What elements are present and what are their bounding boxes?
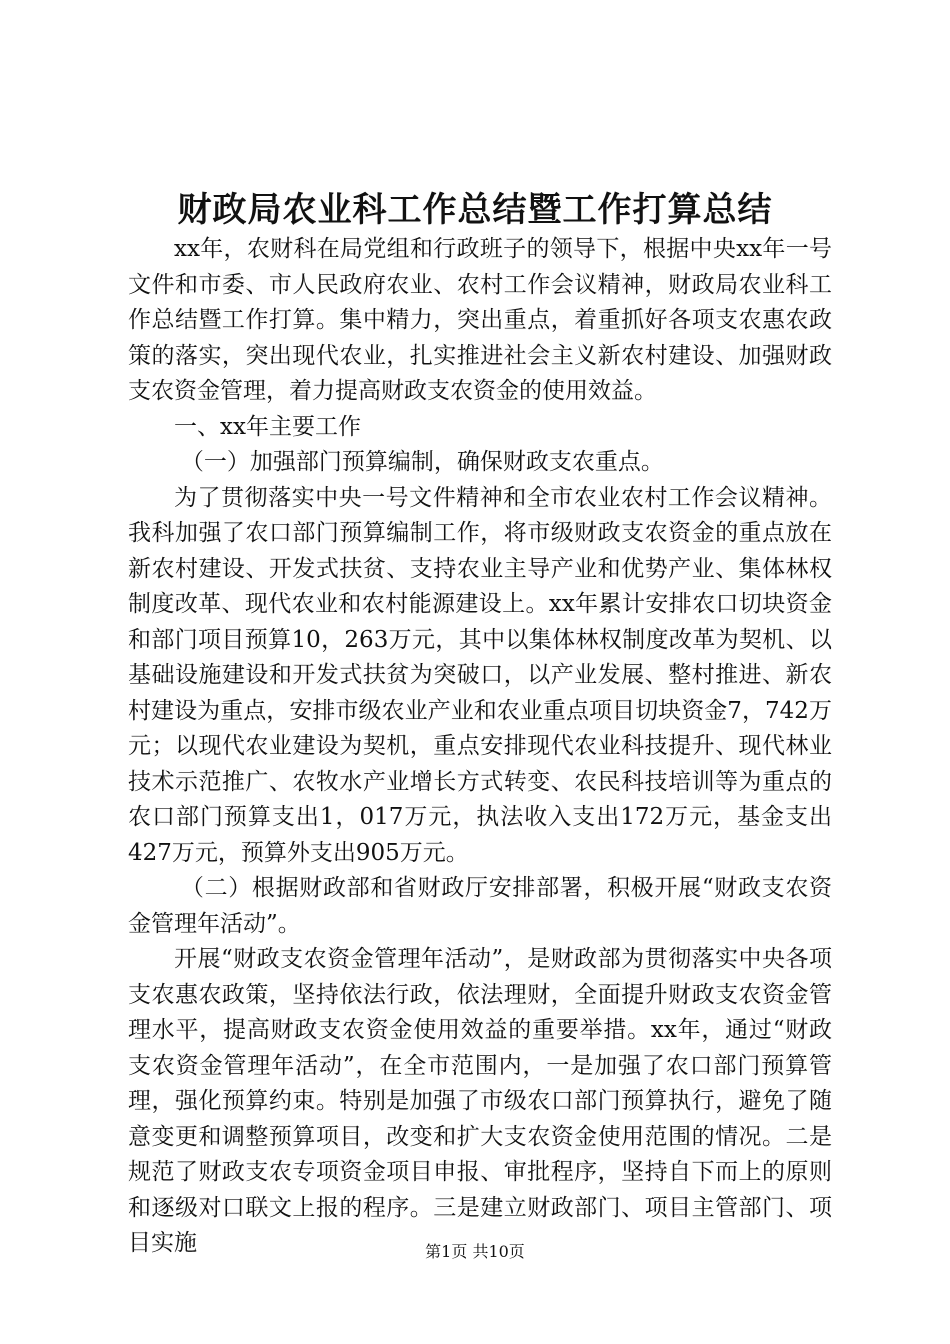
intro-paragraph: xx年，农财科在局党组和行政班子的领导下，根据中央xx年一号文件和市委、市人民政府农业、农村工作会议精神，财政局农业科工作总结暨工作打算。集中精力，突出重点，着重抓好各项支农惠农政策的落实，突出现代农业，扎实推进社会主义新农村建设、加强财政支农资金管理，着力提高财政支农资金的使用效益。 (128, 236, 832, 404)
management-year-paragraph: 开展“财政支农资金管理年活动”，是财政部为贯彻落实中央各项支农惠农政策，坚持依法行政，依法理财，全面提升财政支农资金管理水平，提高财政支农资金使用效益的重要举措。xx年，通过“财政支农资金管理年活动”，在全市范围内，一是加强了农口部门预算管理，强化预算约束。特别是加强了市级农口部门预算执行，避免了随意变更和调整预算项目，改变和扩大支农资金使用范围的情况。二是规范了财政支农专项资金项目申报、审批程序，坚持自下而上的原则和逐级对口联文上报的程序。三是建立财政部门、项目主管部门、项目实施 (128, 946, 832, 1256)
page-number-footer: 第1页 共10页 (425, 1242, 525, 1261)
subsection-heading-1: （一）加强部门预算编制，确保财政支农重点。 (180, 449, 664, 475)
subsection-heading-2: （二）根据财政部和省财政厅安排部署，积极开展“财政支农资金管理年活动”。 (128, 875, 832, 937)
document-title: 财政局农业科工作总结暨工作打算总结 (177, 190, 773, 230)
budget-paragraph: 为了贯彻落实中央一号文件精神和全市农业农村工作会议精神。我科加强了农口部门预算编制工作，将市级财政支农资金的重点放在新农村建设、开发式扶贫、支持农业主导产业和优势产业、集体林权制度改革、现代农业和农村能源建设上。xx年累计安排农口切块资金和部门项目预算10，263万元，其中以集体林权制度改革为契机、以基础设施建设和开发式扶贫为突破口，以产业发展、整村推进、新农村建设为重点，安排市级农业产业和农业重点项目切块资金7，742万元；以现代农业建设为契机，重点安排现代农业科技提升、现代林业技术示范推广、农牧水产业增长方式转变、农民科技培训等为重点的农口部门预算支出1，017万元，执法收入支出172万元，基金支出427万元，预算外支出905万元。 (128, 484, 832, 866)
document-body (128, 232, 832, 1262)
section-heading-main-work: 一、xx年主要工作 (174, 413, 361, 440)
